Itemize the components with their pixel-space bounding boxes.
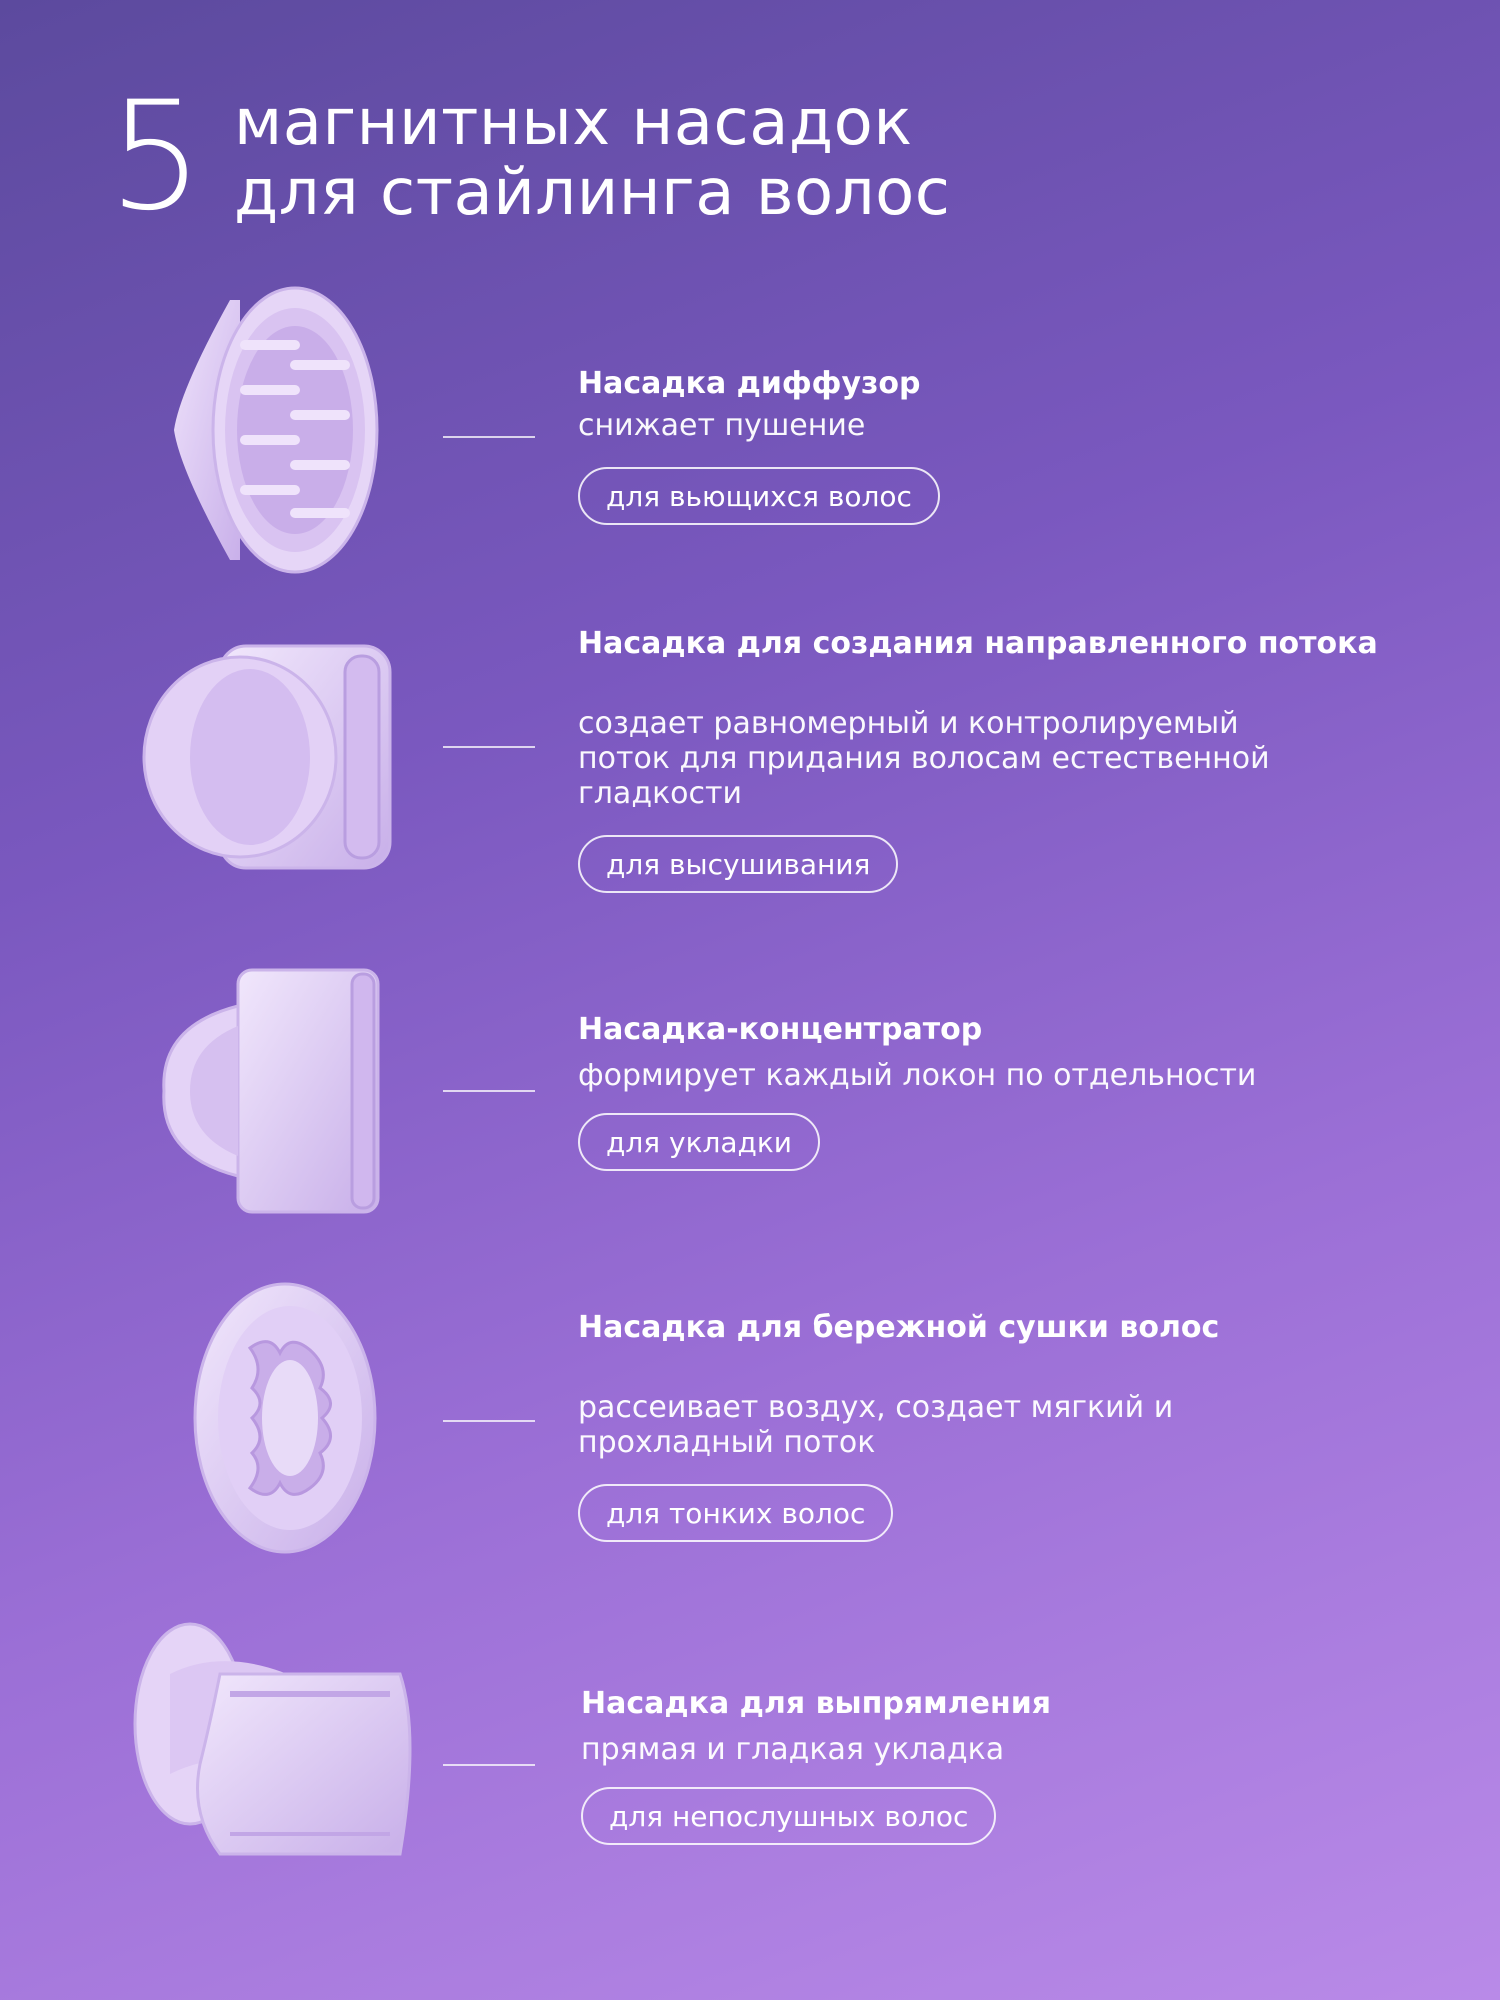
hair-type-tag: для вьющихся волос <box>578 467 940 525</box>
hair-type-tag: для укладки <box>578 1113 820 1171</box>
attachment-description: формирует каждый локон по отдельности <box>578 1058 1257 1093</box>
hair-type-tag: для тонких волос <box>578 1484 893 1542</box>
connector-line <box>443 436 535 438</box>
concentrator-nozzle-icon <box>160 966 390 1216</box>
hair-type-tag: для непослушных волос <box>581 1787 996 1845</box>
connector-line <box>443 1090 535 1092</box>
attachment-title: Насадка для бережной сушки волос <box>578 1310 1220 1345</box>
attachment-description: снижает пушение <box>578 408 866 443</box>
page-title-line-2: для стайлинга волос <box>234 156 951 230</box>
attachment-text <box>578 364 1378 525</box>
attachment-title: Насадка для создания направленного потока <box>578 626 1378 661</box>
page-title-line-1: магнитных насадок <box>234 86 913 160</box>
straightening-nozzle-icon <box>130 1614 420 1864</box>
diffuser-nozzle-icon <box>170 280 390 580</box>
attachment-description-line: прохладный поток <box>578 1425 876 1460</box>
connector-line <box>443 1420 535 1422</box>
attachment-description-line: создает равномерный и контролируемый <box>578 706 1239 741</box>
hair-type-tag: для высушивания <box>578 835 898 893</box>
connector-line <box>443 746 535 748</box>
attachment-title: Насадка для выпрямления <box>581 1686 1051 1721</box>
flow-nozzle-icon <box>140 642 400 872</box>
connector-line <box>443 1764 535 1766</box>
attachment-text <box>581 1684 1381 1845</box>
gentle-dry-nozzle-icon <box>190 1278 380 1558</box>
attachment-text <box>578 624 1378 893</box>
attachment-text <box>578 1010 1378 1171</box>
attachment-description-line: рассеивает воздух, создает мягкий и <box>578 1390 1174 1425</box>
attachment-text <box>578 1308 1378 1542</box>
attachment-title: Насадка-концентратор <box>578 1012 983 1047</box>
attachment-description: прямая и гладкая укладка <box>581 1732 1005 1767</box>
attachment-count: 5 <box>108 70 202 244</box>
attachment-title: Насадка диффузор <box>578 366 921 401</box>
page-title <box>234 88 950 228</box>
attachment-description-line: гладкости <box>578 776 743 811</box>
attachment-description-line: поток для придания волосам естественной <box>578 741 1270 776</box>
